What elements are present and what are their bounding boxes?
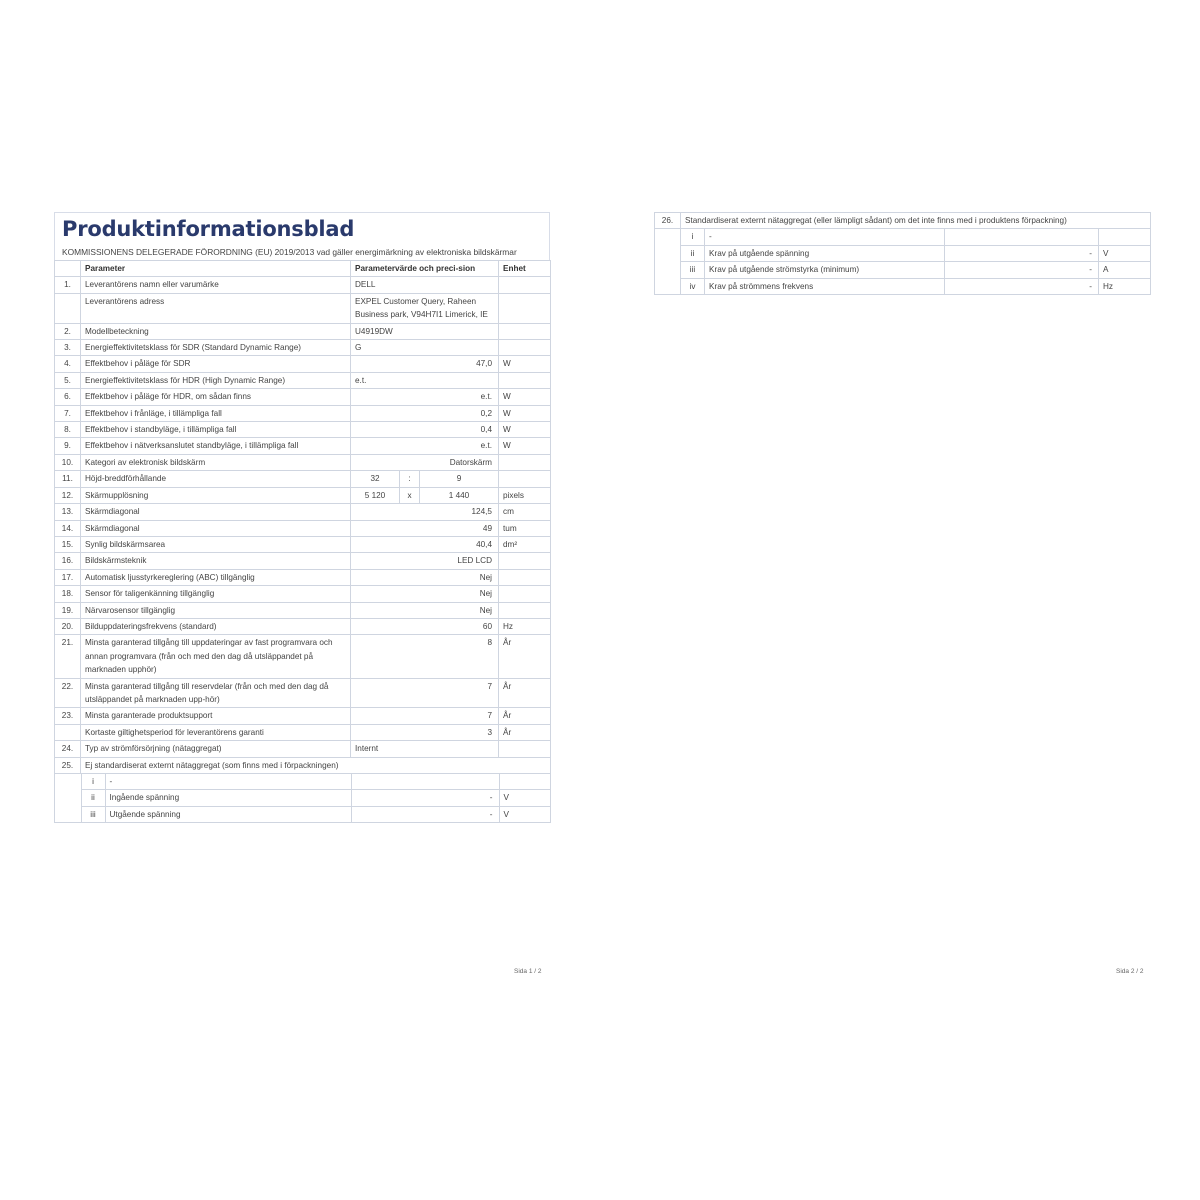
table-row: 15. Synlig bildskärmsarea 40,4 dm² [55, 536, 551, 552]
table-row: iii Krav på utgående strömstyrka (minimum) - A [655, 262, 1151, 278]
table-row: iv Krav på strömmens frekvens - Hz [655, 278, 1151, 294]
table-row: 14. Skärmdiagonal 49 tum [55, 520, 551, 536]
table-row: Kortaste giltighetsperiod för leverantörens garanti 3 År [55, 724, 551, 740]
table-row: 19. Närvarosensor tillgänglig Nej [55, 602, 551, 618]
datasheet-page-1 [54, 212, 550, 823]
table-row: 9. Effektbehov i nätverksanslutet standbyläge, i tillämpliga fall e.t. W [55, 438, 551, 454]
page-number: Sida 2 / 2 [1116, 968, 1144, 975]
table-row: 11. Höjd-breddförhållande 32 : 9 [55, 471, 551, 487]
table-row: 22. Minsta garanterad tillgång till reservdelar (från och med den dag då utsläppandet på marknaden upp-hör) 7 År [55, 678, 551, 708]
table-header-row [55, 261, 551, 277]
page-title: Produktinformationsblad [54, 212, 550, 245]
header-parameter: Parameter [81, 261, 351, 277]
power-supply-table [654, 212, 1151, 295]
header-unit: Enhet [499, 261, 551, 277]
table-row: i - [655, 229, 1151, 245]
table-row: 1. Leverantörens namn eller varumärke DELL [55, 277, 551, 293]
table-row: 21. Minsta garanterad tillgång till uppdateringar av fast programvara och annan programvara (från och med den dag då utsläppandet på marknaden upphör) 8 År [55, 635, 551, 678]
table-row: ii Krav på utgående spänning - V [655, 245, 1151, 261]
table-row: 10. Kategori av elektronisk bildskärm Datorskärm [55, 454, 551, 470]
table-row: 26. Standardiserat externt nätaggregat (eller lämpligt sådant) om det inte finns med i produktens förpackning) [655, 213, 1151, 229]
table-row: i - ii Ingående spänning - V iii Utgående spänning - V [55, 774, 551, 823]
table-row: 5. Energieffektivitetsklass för HDR (High Dynamic Range) e.t. [55, 372, 551, 388]
datasheet-page-2 [654, 212, 1150, 295]
header-value: Parametervärde och preci-sion [351, 261, 499, 277]
table-row: Leverantörens adress EXPEL Customer Query, Raheen Business park, V94H7I1 Limerick, IE [55, 293, 551, 323]
table-row: 12. Skärmupplösning 5 120 x 1 440 pixels [55, 487, 551, 503]
product-info-table [54, 260, 551, 823]
table-row: 23. Minsta garanterade produktsupport 7 År [55, 708, 551, 724]
table-row: 7. Effektbehov i frånläge, i tillämpliga fall 0,2 W [55, 405, 551, 421]
table-row: 24. Typ av strömförsörjning (nätaggregat) Internt [55, 741, 551, 757]
table-row: 18. Sensor för taligenkänning tillgänglig Nej [55, 586, 551, 602]
table-row: 3. Energieffektivitetsklass för SDR (Standard Dynamic Range) G [55, 340, 551, 356]
table-row: 6. Effektbehov i påläge för HDR, om sådan finns e.t. W [55, 389, 551, 405]
table-row: 16. Bildskärmsteknik LED LCD [55, 553, 551, 569]
regulation-subtitle: KOMMISSIONENS DELEGERADE FÖRORDNING (EU) 2019/2013 vad gäller energimärkning av elektroniska bildskärmar [54, 245, 550, 260]
table-row: 25. Ej standardiserat externt nätaggregat (som finns med i förpackningen) [55, 757, 551, 773]
table-row: 2. Modellbeteckning U4919DW [55, 323, 551, 339]
page-number: Sida 1 / 2 [514, 968, 542, 975]
table-row: 20. Bilduppdateringsfrekvens (standard) 60 Hz [55, 618, 551, 634]
table-row: 17. Automatisk ljusstyrkereglering (ABC) tillgänglig Nej [55, 569, 551, 585]
table-row: 13. Skärmdiagonal 124,5 cm [55, 504, 551, 520]
table-row: 4. Effektbehov i påläge för SDR 47,0 W [55, 356, 551, 372]
table-row: 8. Effektbehov i standbyläge, i tillämpliga fall 0,4 W [55, 422, 551, 438]
